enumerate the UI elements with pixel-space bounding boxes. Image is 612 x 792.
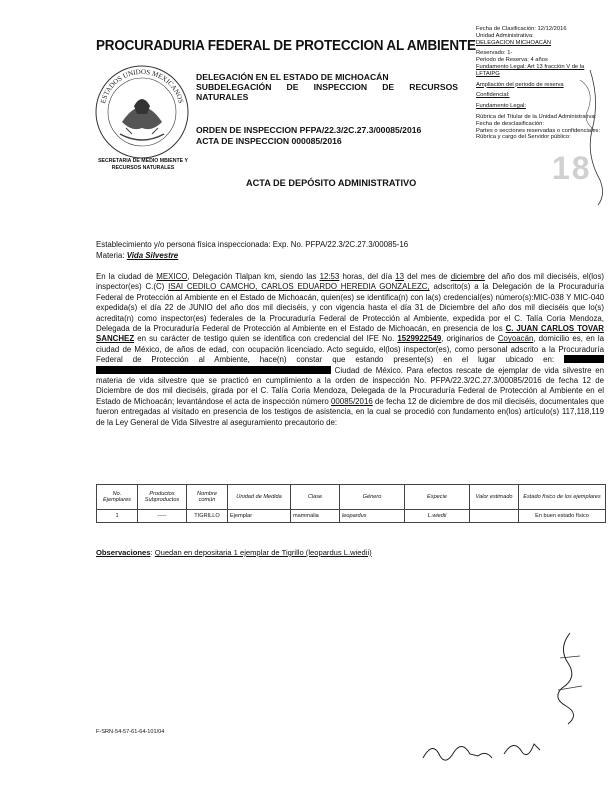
signature-margin-icon	[540, 628, 600, 728]
th-unidad: Unidad de Medida	[228, 485, 291, 510]
fundamento-legal: Fundamento Legal:	[476, 103, 526, 110]
table-header-row	[97, 485, 606, 510]
ampliacion: Ampliación del periodo de reserva	[476, 81, 564, 88]
classification-date: Fecha de Clasificación: 12/12/2016	[476, 26, 567, 32]
redaction-bar	[564, 355, 604, 363]
signature-top-right-icon	[520, 60, 612, 210]
ciudad: MEXICO	[156, 272, 188, 281]
mes: diciembre	[450, 272, 485, 281]
document-title: ACTA DE DEPÓSITO ADMINISTRATIVO	[246, 178, 417, 188]
table-row: 1 ----- TIGRILLO Ejemplar mammalia leopardus L.wiedii En buen estado físico	[97, 510, 606, 523]
origen: Coyoacán	[497, 334, 534, 344]
redaction-bar	[96, 366, 331, 374]
rubrica-servidor: Rúbrica y cargo del Servidor público:	[476, 134, 571, 141]
rubrica-titular: Rúbrica del Titular de la Unidad Administrativa:	[476, 113, 597, 120]
dia: 13	[395, 272, 404, 281]
testigo: C. JUAN CARLOS TOVAR SANCHEZ	[96, 324, 604, 344]
th-valor: Valor estimado	[470, 485, 519, 510]
acta-inspeccion: ACTA DE INSPECCION 000085/2016	[196, 135, 342, 146]
periodo-reserva: Periodo de Reserva: 4 años	[476, 57, 548, 64]
delegacion-line: DELEGACIÓN EN EL ESTADO DE MICHOACÁN	[196, 72, 389, 82]
th-ejemplares: No. Ejemplares	[97, 485, 138, 510]
materia-value: Vida Silvestre	[126, 250, 179, 260]
order-block	[196, 125, 421, 146]
observaciones-value: Quedan en depositaria 1 ejemplar de Tigrillo (leopardus L.wiedii)	[154, 548, 372, 557]
th-estado: Estado físico de los ejemplares	[519, 485, 606, 510]
acta-number: 00085/2016	[331, 396, 373, 406]
th-productos: Productos Subproductos	[138, 485, 187, 510]
form-code: F-SRN-54-57-61-64-101/04	[96, 729, 165, 735]
ife-number: 1529922549	[397, 334, 442, 344]
hora: 12:53	[319, 272, 340, 281]
fundamento-reserva: Fundamento Legal: Art 13 fracción V de la LFTAIPG	[476, 63, 585, 77]
th-genero: Género	[340, 485, 405, 510]
th-especie: Especie	[405, 485, 470, 510]
body-text: En la ciudad de MEXICO, Delegación Tlalpan km, siendo las 12:53 horas, del día 13 del mes de diciembre del año dos mil dieciséis, el(los) inspector(es) C.(C) ISAI CEDILO CAMCHO, CARLOS EDUARDO HEREDIA GONZALEZC, adscrito(s) a la Delegación de la Procuraduría Federal de Protección al Ambiente en el Estado de Michoacán, quien(es) se identifica(n) con la(s) credencial(es) número(s):MIC-038 Y MIC-040 expedida(s) el día 22 de JUNIO del año dos mil dieciséis, y con vigencia hasta el día 31 de Diciembre del año dos mil dieciséis que lo(s) acredita(n) como inspector(es) federales de la Procuraduría Federal de Protección al Ambiente, expedida por el C. Talía Coria Mendoza, Delegada de la Procuraduría Federal de Protección al Ambiente en el Estado de Michoacán, en presencia de los C. JUAN CARLOS TOVAR SANCHEZ en su carácter de testigo quien se identifica con credencial del IFE No. 1529922549, originarios de Coyoacán, domicilio es, en la ciudad de México, de años de edad, con ocupación licenciado. Acto seguido, el(los) inspector(es), como personal adscrito a la Procuraduría Federal de Protección al Ambiente, hace(n) constar que estando presente(s) en el lugar ubicado en: Ciudad de México. Para efectos rescate de ejemplar de vida silvestre en materia de vida silvestre que se practicó en cumplimiento a la orden de inspección No. PFPA/22.3/2C.27.3/00085/2016 de fecha 12 de Diciembre de dos mil dieciséis, girada por el C. Talía Coria Mendoza, Delegada de la Procuraduría Federal de Protección al Ambiente en el Estado de Michoacán; levantándose el acta de inspección número 00085/2016 de fecha 12 de diciembre de dos mil dieciséis, documentales que fueron entregadas al visitado en presencia de los testigos de asistencia, en la cual se procedió con fundamento en(los) artículo(s) 117,118,119 de la Ley General de Vida Silvestre al aseguramiento precautorio de:	[96, 272, 605, 427]
seized-items-table	[96, 484, 606, 523]
confidencial: Confidencial:	[476, 92, 510, 99]
orden-inspeccion: ORDEN DE INSPECCION PFPA/22.3/2C.27.3/00085/2016	[196, 125, 422, 135]
signature-bottom-icon	[418, 730, 548, 770]
agency-title: PROCURADURIA FEDERAL DE PROTECCION AL AMBIENTE	[96, 38, 476, 54]
observaciones-label: Observaciones	[96, 548, 151, 557]
reservado: Reservado: 1-	[476, 50, 513, 57]
subdelegacion-line-2: NATURALES	[196, 92, 249, 103]
seal-text: ESTADOS UNIDOS MEXICANOS	[99, 67, 185, 105]
inspectores: ISAI CEDILO CAMCHO, CARLOS EDUARDO HEREDIA GONZALEZC,	[168, 282, 430, 292]
secretaria-name: SECRETARIA DE MEDIO MBIENTE Y RECURSOS NATURALES	[98, 158, 188, 171]
th-clase: Clase	[291, 485, 340, 510]
unidad-label: Unidad Administrativa:	[476, 32, 534, 39]
date-stamp: 18	[552, 150, 592, 186]
observaciones: Observaciones: Quedan en depositaria 1 ejemplar de Tigrillo (leopardus L.wiedii)	[96, 548, 372, 557]
establishment-line: Establecimiento y/o persona física inspeccionada: Exp. No. PFPA/22.3/2C.27.3/00085-16	[96, 240, 409, 249]
svg-text:ESTADOS UNIDOS MEXICANOS	[99, 68, 185, 105]
partes-reservadas: Partes o secciones reservadas o confidenciales:	[476, 127, 601, 134]
fecha-desclasificacion: Fecha de desclasificación:	[476, 120, 544, 127]
subdelegacion-line: SUBDELEGACIÓN DE INSPECCION DE RECURSOS	[196, 82, 458, 93]
materia-label: Materia:	[96, 250, 125, 260]
delegacion-block	[196, 72, 458, 103]
th-nombre: Nombre común	[187, 485, 228, 510]
unidad-value: DELEGACION MICHOACÁN	[476, 39, 552, 46]
national-seal-icon	[92, 62, 192, 162]
establishment-block	[96, 240, 408, 261]
